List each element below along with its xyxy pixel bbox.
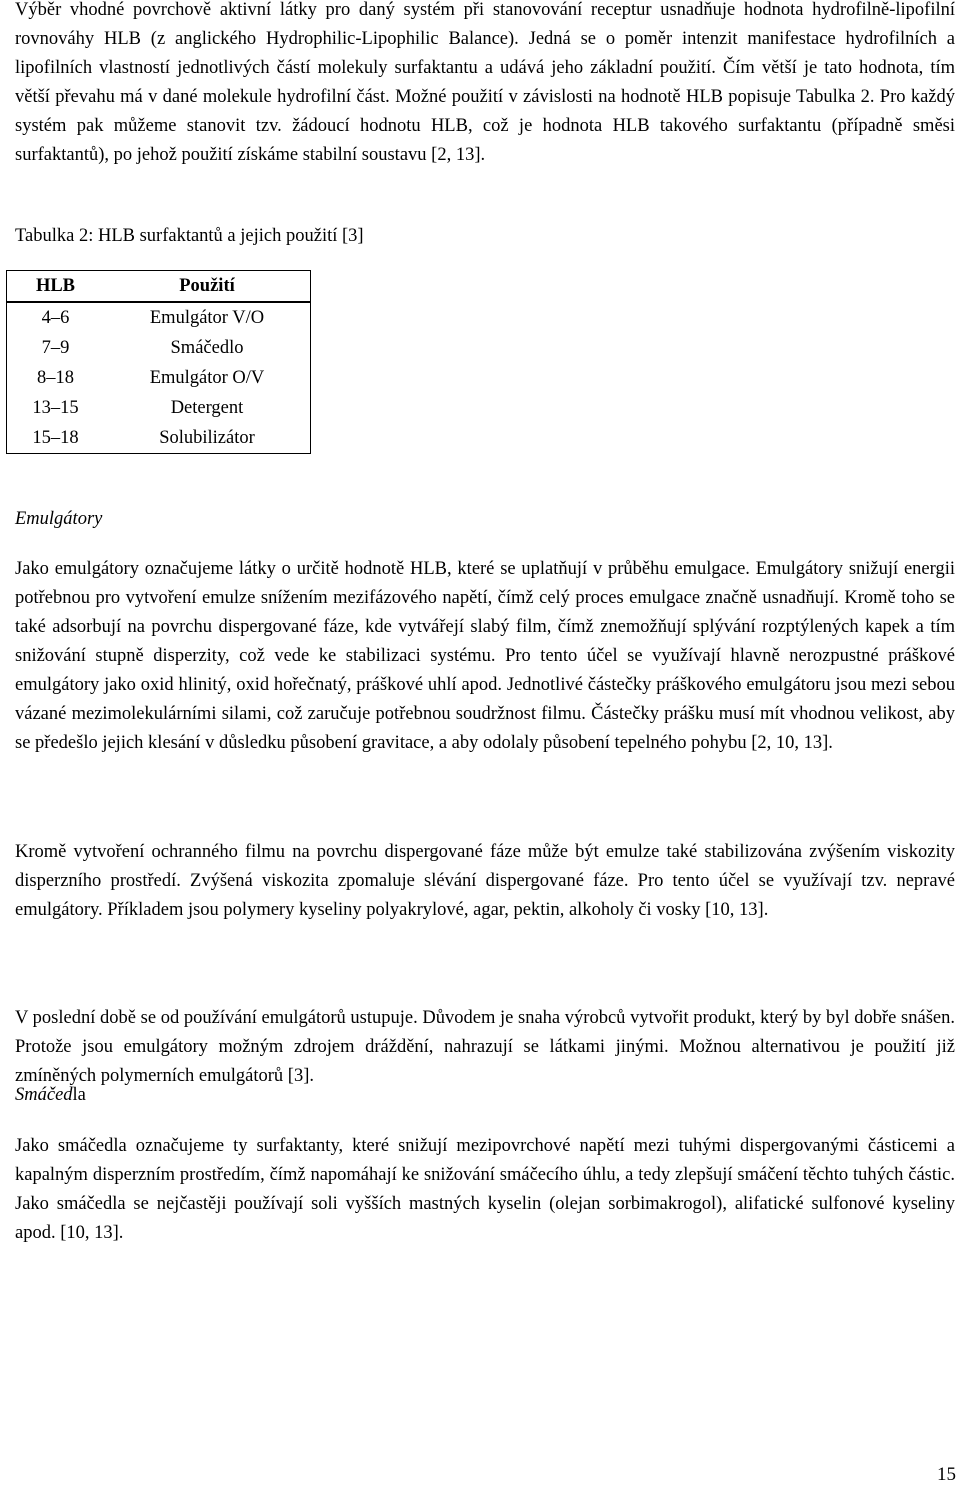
table-row — [7, 423, 311, 454]
table-caption: Tabulka 2: HLB surfaktantů a jejich použití [3] — [15, 226, 364, 246]
viskozita-paragraph: Kromě vytvoření ochranného filmu na povrchu dispergované fáze může být emulze také stabilizována zvýšením viskozity disperzního prostředí. Zvýšená viskozita zpomaluje slévání dispergované fáze. Pro tento účel se využívají tzv. nepravé emulgátory. Příkladem jsou polymery kyseliny polyakrylové, agar, pektin, alkoholy či vosky [10, 13]. — [15, 842, 955, 920]
cell-hlb: 13–15 — [7, 393, 105, 423]
cell-hlb: 7–9 — [7, 333, 105, 363]
table-header-row — [7, 271, 311, 303]
table-row — [7, 363, 311, 393]
table-row — [7, 393, 311, 423]
heading-italic-part: Smáčed — [15, 1085, 73, 1105]
ustupuje-paragraph: V poslední době se od používání emulgátorů ustupuje. Důvodem je snaha výrobců vytvořit produkt, který by byl dobře snášen. Protože jsou emulgátory možným zdrojem dráždění, nahrazují se látkami jinými. Možnou alternativou je použití již zmíněných polymerních emulgátorů [3]. — [15, 1008, 955, 1086]
heading-regular-part: la — [72, 1085, 86, 1105]
cell-use: Detergent — [104, 393, 311, 423]
section-heading-smacedla — [15, 1081, 86, 1110]
cell-hlb: 15–18 — [7, 423, 105, 454]
page-number: 15 — [937, 1464, 956, 1485]
cell-use: Smáčedlo — [104, 333, 311, 363]
cell-hlb: 8–18 — [7, 363, 105, 393]
intro-paragraph: Výběr vhodné povrchově aktivní látky pro daný systém při stanovování receptur usnadňuje hodnota hydrofilně-lipofilní rovnováhy HLB (z anglického Hydrophilic-Lipophilic Balance). Jedná se o poměr intenzit manifestace hydrofilních a lipofilních vlastností jednotlivých částí molekuly surfaktantu a udává jeho základní použití. Čím větší je tato hodnota, tím větší převahu má v dané molekule hydrofilní část. Možné použití v závislosti na hodnotě HLB popisuje Tabulka 2. Pro každý systém pak můžeme stanovit tzv. žádoucí hodnotu HLB, což je hodnota HLB takového surfaktantu (případně směsi surfaktantů), po jehož použití získáme stabilní soustavu [2, 13]. — [15, 0, 955, 165]
hlb-table — [6, 270, 311, 454]
table-row — [7, 333, 311, 363]
table-row — [7, 302, 311, 333]
cell-use: Solubilizátor — [104, 423, 311, 454]
smacedla-paragraph: Jako smáčedla označujeme ty surfaktanty, které snižují mezipovrchové napětí mezi tuhými dispergovanými částicemi a kapalným disperzním prostředím, čímž napomáhají ke snižování smáčecího úhlu, a tedy zlepšují smáčení těchto tuhých částic. Jako smáčedla se nejčastěji používají soli vyšších mastných kyselin (olejan sorbimakrogol), alifatické sulfonové kyseliny apod. [10, 13]. — [15, 1136, 955, 1243]
cell-hlb: 4–6 — [7, 302, 105, 333]
header-hlb: HLB — [7, 271, 105, 303]
header-use: Použití — [104, 271, 311, 303]
cell-use: Emulgátor V/O — [104, 302, 311, 333]
section-heading-emulgatory: Emulgátory — [15, 509, 103, 529]
cell-use: Emulgátor O/V — [104, 363, 311, 393]
emulgatory-paragraph: Jako emulgátory označujeme látky o určitě hodnotě HLB, které se uplatňují v průběhu emulgace. Emulgátory snižují energii potřebnou pro vytvoření emulze snížením mezifázového napětí, čímž celý proces emulgace značně usnadňují. Kromě toho se také adsorbují na povrchu dispergované fáze, kde vytvářejí slabý film, čímž znemožňují splývání rozptýlených kapek a tím snižování stupně disperzity, což vede ke stabilizaci systému. Pro tento účel se využívají hlavně nerozpustné práškové emulgátory jako oxid hlinitý, oxid hořečnatý, práškové uhlí apod. Jednotlivé částečky práškového emulgátoru jsou mezi sebou vázané mezimolekulárními silami, což zaručuje potřebnou soudržnost filmu. Částečky prášku musí mít vhodnou velikost, aby se předešlo jejich klesání v důsledku působení gravitace, a aby odolaly působení tepelného pohybu [2, 10, 13]. — [15, 559, 955, 753]
